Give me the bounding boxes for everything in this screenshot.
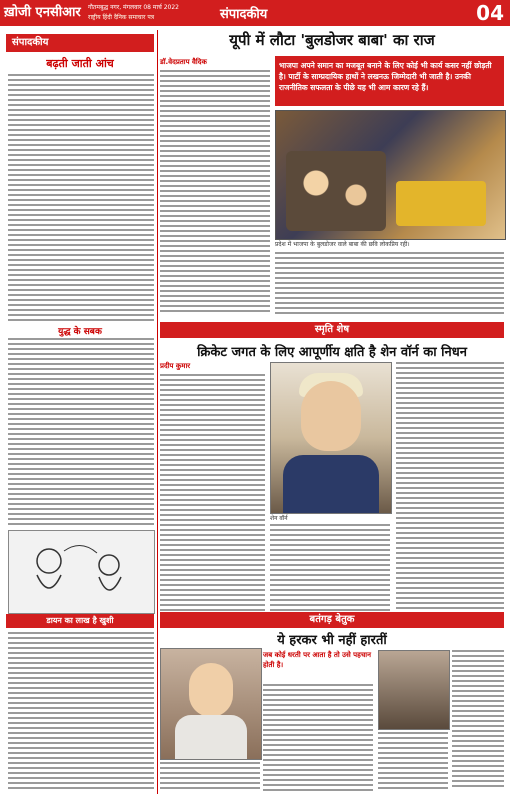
- shane-warne-photo: [270, 362, 392, 514]
- main-photo-caption: प्रदेश में भाजपा के बुलडोजर वाले बाबा की छवि लोकप्रिय रही।: [275, 241, 410, 248]
- highlight-quote: भाजपा अपने समान का मजबूत बनाने के लिए कोई भी कार्य कसर नहीं छोड़ती है। पार्टी के साम्प्रदायिक हाथों ने लखनऊ जिम्मेदारी भी जाती है। उनकी राजनीतिक सफलता के पीछे यह भी आम कारण रहे हैं।: [275, 56, 504, 106]
- person-body-shape: [175, 715, 247, 759]
- person-head-shape: [189, 663, 233, 717]
- feature-band: बतंगड़ बेतुक: [160, 612, 504, 628]
- editorial-subhead: युद्ध के सबक: [58, 327, 102, 337]
- newspaper-logo: ख़ोजी एनसीआर: [4, 5, 81, 20]
- obituary-byline: प्रदीप कुमार: [160, 362, 191, 370]
- feature-photo-2: [378, 650, 450, 730]
- feature-body-4: [452, 650, 504, 794]
- bulldozer-image: [396, 181, 486, 226]
- obituary-band: स्मृति शेष: [160, 322, 504, 338]
- feature-photo: [160, 648, 262, 760]
- obituary-body-2: [270, 524, 390, 620]
- feature-body-1: [160, 762, 260, 794]
- feature-body-3: [378, 732, 448, 794]
- editorial-label: संपादकीय: [6, 34, 154, 52]
- editorial-headline: बढ़ती जाती आंच: [46, 57, 114, 70]
- page-number: 04: [476, 1, 504, 25]
- cartoon-caption: डायन का लाख है खुशी: [6, 614, 154, 628]
- obituary-headline: क्रिकेट जगत के लिए आपूर्णीय क्षति है शेन वॉर्न का निधन: [197, 345, 467, 360]
- obituary-body-3: [396, 362, 504, 620]
- masthead: [0, 0, 510, 26]
- editorial-body-2: [8, 338, 154, 526]
- feature-body-2: [263, 684, 373, 794]
- bulldozer-rally-photo: [275, 110, 506, 240]
- main-headline: यूपी में लौटा 'बुलडोजर बाबा' का राज: [229, 31, 435, 49]
- column-divider: [157, 30, 158, 794]
- date-line: गौतमबुद्ध नगर, मंगलवार 08 मार्च 2022: [88, 4, 180, 11]
- obituary-body-1: [160, 374, 265, 620]
- crowd-image: [286, 151, 386, 231]
- sub-line: राष्ट्रीय हिंदी दैनिक समाचार पत्र: [88, 14, 155, 21]
- main-body-1: [160, 70, 270, 318]
- warne-photo-caption: शेन वॉर्न: [270, 515, 288, 522]
- section-title: संपादकीय: [220, 7, 268, 22]
- feature-headline: ये हरकर भी नहीं हारतीं: [277, 633, 387, 648]
- main-body-2: [275, 252, 504, 320]
- shirt-shape: [283, 455, 379, 513]
- editorial-body: [8, 74, 154, 322]
- main-byline: डॉ.वेदप्रताप वैदिक: [160, 58, 207, 66]
- cartoon-body: [8, 632, 154, 794]
- cartoon-image: [8, 530, 155, 614]
- feature-quote: जब कोई धरती पर आता है तो उसे पहचान होती है।: [263, 651, 372, 669]
- face-shape: [301, 381, 361, 451]
